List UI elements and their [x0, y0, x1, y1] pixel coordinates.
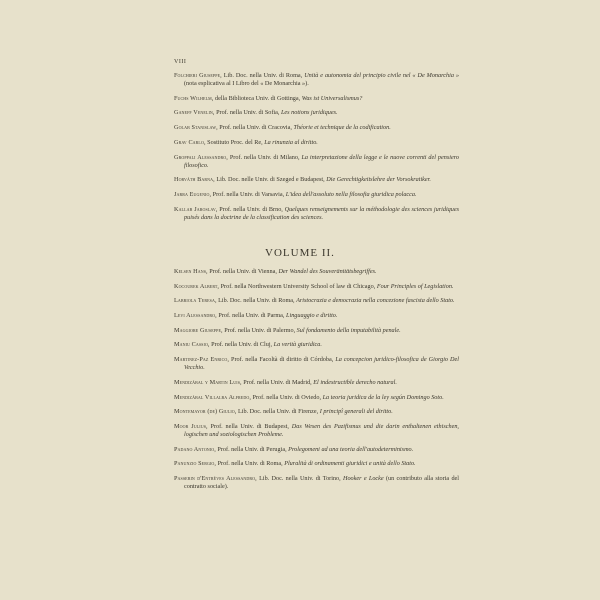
work-title: Linguaggio e diritto.	[286, 312, 338, 320]
contributor-name: Montemayor (de) Giulio,	[174, 408, 237, 416]
contributor-affiliation: Prof. nella Univ. di Palermo,	[222, 326, 297, 334]
work-title: Théorie et technique de la codification.	[293, 124, 391, 132]
contributor-affiliation: Prof. nella Univ. di Cluj,	[209, 341, 274, 349]
contributor-affiliation: Prof. nella Univ. di Parma,	[216, 312, 287, 320]
contributor-affiliation: Prof. nella Univ. di Roma,	[216, 460, 285, 468]
contributor-name: Labriola Teresa,	[174, 297, 217, 305]
work-title: La interpretazione della legge e le nuove correnti del pensiero filosofico.	[184, 153, 459, 169]
contributor-affiliation: Prof. nella Univ. di Sofia,	[214, 109, 281, 117]
contributor-entry	[174, 124, 459, 132]
work-title: La teoria juridica de la ley según Domingo Soto.	[322, 393, 444, 401]
contributor-name: Martinez-Paz Enrico,	[174, 356, 230, 364]
contributor-name: Groppali Alessandro,	[174, 153, 228, 161]
contributor-entry	[174, 394, 459, 402]
contributor-entry	[174, 191, 459, 199]
contributor-name: Folchieri Giuseppe,	[174, 72, 222, 79]
contributor-entry	[174, 423, 459, 439]
work-title: La verità giuridica.	[273, 341, 322, 349]
contributor-entry	[174, 109, 459, 117]
work-title: Was ist Universalismus?	[301, 94, 363, 102]
contributor-name: Padano Antonio,	[174, 445, 216, 453]
contributor-entry	[174, 283, 459, 291]
work-title: El indestructible derecho natural.	[313, 378, 397, 386]
contributor-name: Panunzio Sergio,	[174, 460, 217, 468]
contributor-affiliation: Prof. nella Univ. di Brno,	[217, 205, 285, 213]
contributor-name: Kelsen Hans,	[174, 268, 208, 275]
contributor-name: Maggiore Giuseppe,	[174, 326, 223, 334]
contributor-affiliation: Prof. nella Univ. di Oviedo,	[250, 393, 323, 401]
contributor-name: Passerin d'Entrèves Alessandro,	[174, 475, 257, 483]
contributor-name: Jarra Eugenio,	[174, 191, 212, 198]
contributor-affiliation: Lib. Doc. nelle Univ. di Szeged e Budapest,	[214, 176, 327, 184]
contributor-entry	[174, 446, 459, 454]
work-title: Unità e autonomia del principio civile nel « De Monarchia »	[304, 72, 459, 79]
contributor-affiliation: Prof. nella Northwestern University School of law di Chicago,	[219, 282, 377, 290]
contributor-name: Golab Stanislaw,	[174, 124, 218, 132]
contributor-affiliation: Sostituto Proc. del Re,	[205, 138, 265, 146]
contributor-affiliation: Lib. Doc. nella Univ. di Roma,	[221, 72, 305, 79]
contributor-name: Maniu Cassio,	[174, 341, 210, 349]
work-title: Four Principles of Legislation.	[376, 282, 454, 290]
volume-heading: VOLUME II.	[265, 247, 335, 259]
work-note: (nota esplicativa al I Libro del « De Monarchia »).	[184, 80, 309, 88]
contributor-name: Levi Alessandro,	[174, 312, 217, 320]
contributor-affiliation: Lib. Doc. nella Univ. di Torino,	[256, 475, 343, 483]
contributor-entry	[174, 475, 459, 491]
contributor-list-volume-2	[174, 268, 459, 498]
contributor-entry	[174, 341, 459, 349]
contributor-entry	[174, 460, 459, 468]
work-title: Die Gerechtigkeitslehre der Vorsokratiker.	[326, 176, 431, 184]
work-title: Sul fondamento della imputabilità penale.	[296, 326, 401, 334]
contributor-affiliation: Lib. Doc. nella Univ. di Firenze,	[236, 408, 320, 416]
contributor-affiliation: Prof. nella Univ. di Perugia,	[215, 445, 289, 453]
contributor-affiliation: Prof. nella Univ. di Cracovia,	[217, 124, 294, 132]
work-title: Hooker e Locke	[343, 475, 384, 483]
contributor-affiliation: Prof. nella Univ. di Varsavia,	[211, 191, 286, 198]
contributor-affiliation: Prof. nella Univ. di Milano,	[227, 153, 302, 161]
contributor-entry	[174, 356, 459, 372]
contributor-entry	[174, 312, 459, 320]
page-number: VIII	[174, 59, 187, 65]
contributor-affiliation: della Biblioteca Univ. di Gottinga,	[213, 94, 302, 102]
work-title: Aristocrazia e democrazia nella concezione fascista dello Stato.	[296, 297, 455, 305]
contributor-entry	[174, 268, 459, 276]
contributor-affiliation: Prof. nella Univ. di Madrid,	[241, 378, 314, 386]
contributor-name: Grav Carlo,	[174, 138, 206, 146]
contributor-name: Fuchs Wilhelm,	[174, 94, 214, 102]
contributor-name: Horváth Barna,	[174, 176, 215, 184]
contributor-name: Kocourek Albert,	[174, 282, 220, 290]
work-title: Les notions juridiques.	[280, 109, 338, 117]
contributor-entry	[174, 95, 459, 103]
work-title: La concepcion juridico-filosofica de Giorgio Del Vecchio.	[184, 356, 459, 372]
contributor-name: Kallab Jaroslav,	[174, 205, 218, 213]
contributor-entry	[174, 297, 459, 305]
contributor-entry	[174, 176, 459, 184]
contributor-affiliation: Prof. nella Facoltà di diritto di Córdoba,	[229, 356, 336, 364]
work-note: (un contributo alla storia del contratto sociale).	[184, 475, 459, 491]
work-title: Prolegomeni ad una teoria dell'autodeterminismo.	[288, 445, 414, 453]
contributor-name: Ganeff Venelin,	[174, 109, 215, 117]
contributor-name: Mendizábal y Martin Luis,	[174, 378, 242, 386]
work-title: Quelques renseignements sur la méthodologie des sciences juridiques puisés dans la doctrine de la classification des sciences.	[184, 205, 460, 221]
contributor-name: Mendizábal Villalba Alfredo,	[174, 393, 251, 401]
contributor-entry	[174, 72, 459, 88]
contributor-affiliation: Prof. nella Univ. di Budapest,	[207, 422, 292, 430]
contributor-entry	[174, 327, 459, 335]
contributor-entry	[174, 139, 459, 147]
work-title: Pluralità di ordinamenti giuridici e unità dello Stato.	[284, 460, 416, 468]
work-title: Das Wesen des Pazifismus und die darin enthaltenen ethischen, logischen und soziologischen Probleme.	[184, 422, 459, 439]
contributor-entry	[174, 206, 459, 222]
contributor-name: Moor Julius,	[174, 422, 208, 430]
work-title: L'idea dell'assoluto nella filosofia giuridica polacca.	[285, 191, 417, 198]
contributor-affiliation: Prof. nella Univ. di Vienna,	[207, 268, 279, 275]
contributor-entry	[174, 154, 459, 170]
work-title: I principî generali del diritto.	[319, 408, 393, 416]
contributor-affiliation: Lib. Doc. nella Univ. di Roma,	[216, 297, 297, 305]
work-title: La rinunzia al diritto.	[264, 138, 318, 146]
contributor-entry	[174, 379, 459, 387]
work-title: Der Wandel des Souveränitätsbegriffes.	[278, 268, 377, 275]
contributor-list-volume-1	[174, 72, 459, 228]
contributor-entry	[174, 408, 459, 416]
